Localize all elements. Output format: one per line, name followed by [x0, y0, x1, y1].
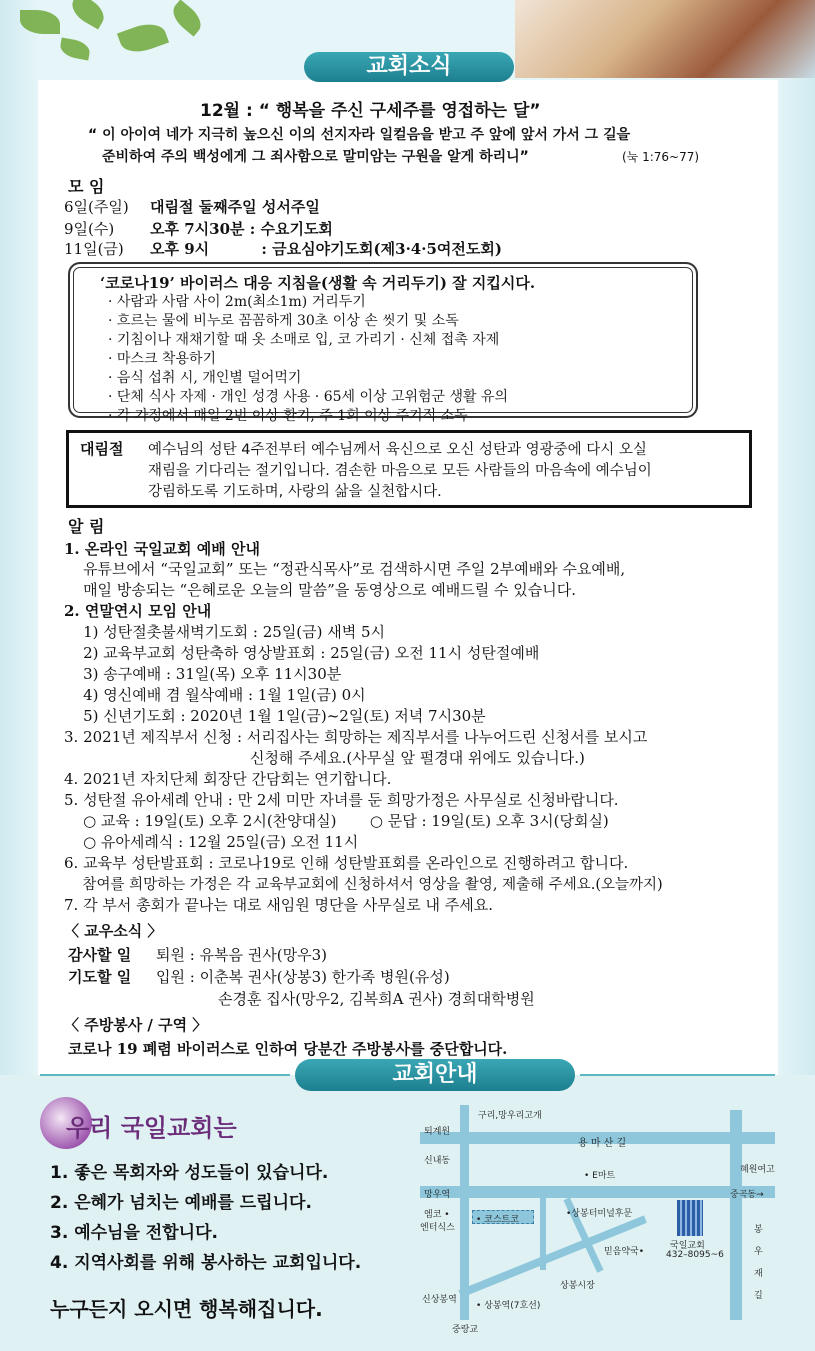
verse-line-1: “ 이 아이여 네가 지극히 높으신 이의 선지자라 일컬음을 받고 주 앞에 앞서 가서 그 길을 — [88, 127, 631, 143]
guide-point: 3. 예수님을 전합니다. — [50, 1223, 218, 1243]
choir-photo — [515, 0, 815, 78]
leaf-icon — [20, 10, 60, 34]
gathering-text: 오후 7시30분 : 수요기도회 — [150, 220, 333, 238]
leaf-icon — [168, 0, 207, 37]
notices-heading: 알 림 — [68, 517, 105, 536]
divider — [40, 1074, 290, 1076]
map-label: 엔터식스 — [420, 1223, 455, 1233]
notice-line: 5. 성탄절 유아세례 안내 : 만 2세 미만 자녀를 둔 희망가정은 사무실로 신청바랍니다. — [64, 791, 619, 809]
notice-line: 3. 2021년 제직부서 신청 : 서리집사는 희망하는 제직부서를 나누어드린 신청서를 보시고 — [64, 728, 648, 746]
notice-line: 유튜브에서 “국일교회” 또는 “정관식목사”로 검색하시면 주일 2부예배와 수요예배, — [64, 560, 626, 578]
map-label: •상봉터미널후문 — [566, 1209, 633, 1219]
notice-line: 3) 송구예배 : 31일(목) 오후 11시30분 — [64, 665, 342, 683]
notice-line: 7. 각 부서 총회가 끝나는 대로 새임원 명단을 사무실로 내 주세요. — [64, 896, 494, 914]
notice-line: ○ 교육 : 19일(토) 오후 2시(찬양대실) ○ 문답 : 19일(토) 오후 3시(당회실) — [64, 812, 609, 830]
map-label: 중랑교 — [452, 1325, 479, 1335]
gathering-text: 오후 9시 : 금요심야기도회(제3·4·5여전도회) — [150, 240, 502, 258]
road — [420, 1186, 775, 1198]
guide-point: 4. 지역사회를 위해 봉사하는 교회입니다. — [50, 1253, 362, 1273]
members-heading: 〈 교우소식 〉 — [64, 922, 163, 940]
map-label: 신내동 — [424, 1156, 451, 1166]
pray-text: 손경훈 집사(망우2, 김복희A 권사) 경희대학병원 — [218, 990, 535, 1008]
section-title-guide: 교회안내 — [295, 1059, 575, 1091]
map-label: 믿음약국• — [604, 1247, 645, 1257]
map-label: 432–8095~6 — [666, 1250, 724, 1260]
map-label: 재 — [754, 1269, 763, 1279]
map-label: 국일교회 — [670, 1241, 705, 1251]
road — [540, 1190, 546, 1270]
notice-line: 4) 영신예배 겸 월삭예배 : 1월 1일(금) 0시 — [64, 686, 366, 704]
gathering-text: 대림절 둘째주일 성서주일 — [150, 198, 320, 216]
kitchen-text: 코로나 19 폐렴 바이러스로 인하여 당분간 주방봉사를 중단합니다. — [68, 1040, 508, 1058]
notice-line: 1) 성탄절촛불새벽기도회 : 25일(금) 새벽 5시 — [64, 623, 386, 641]
covid-item: · 각 가정에서 매일 2번 이상 환기, 주 1회 이상 주기적 소독 — [108, 408, 468, 424]
map-label: 봉 — [754, 1225, 763, 1235]
guide-point: 2. 은혜가 넘치는 예배를 드립니다. — [50, 1193, 312, 1213]
covid-item: · 기침이나 재채기할 때 옷 소매로 입, 코 가리기 · 신체 접촉 자제 — [108, 332, 500, 348]
road — [730, 1110, 742, 1320]
guide-closing: 누구든지 오시면 행복해집니다. — [50, 1297, 323, 1321]
thanks-text: 퇴원 : 유복음 권사(망우3) — [156, 946, 328, 964]
map-label: 신상봉역 — [422, 1295, 457, 1305]
leaf-icon — [59, 38, 92, 61]
map-label: • 상봉역(7호선) — [476, 1301, 541, 1311]
notice-line: 5) 신년기도회 : 2020년 1월 1일(금)~2일(토) 저녁 7시30분 — [64, 707, 486, 725]
gathering-day: 11일(금) — [64, 240, 124, 258]
covid-item: · 사람과 사람 사이 2m(최소1m) 거리두기 — [108, 294, 366, 310]
map-label: 혜원여고 — [740, 1165, 775, 1175]
map-label: • E마트 — [584, 1171, 616, 1181]
advent-line: 재림을 기다리는 절기입니다. 겸손한 마음으로 모든 사람들의 마음속에 예수님이 — [148, 463, 652, 479]
map-label: 엠코 • — [424, 1210, 450, 1220]
notice-line: 신청해 주세요.(사무실 앞 펄경대 위에도 있습니다.) — [64, 749, 585, 767]
guide-intro: 우리 국일교회는 — [66, 1114, 237, 1142]
thanks-label: 감사할 일 — [68, 946, 132, 964]
advent-line: 예수님의 성탄 4주전부터 예수님께서 육신으로 오신 성탄과 영광중에 다시 오실 — [148, 442, 647, 458]
notice-line: 2) 교육부교회 성탄축하 영상발표회 : 25일(금) 오전 11시 성탄절예배 — [64, 644, 540, 662]
advent-line: 강림하도록 기도하며, 사랑의 삶을 실천합시다. — [148, 484, 442, 500]
covid-item: · 흐르는 물에 비누로 꼼꼼하게 30초 이상 손 씻기 및 소독 — [108, 313, 459, 329]
pray-label: 기도할 일 — [68, 968, 132, 986]
leaf-icon — [117, 18, 169, 58]
map-label: 우 — [754, 1247, 763, 1257]
notice-line: 1. 온라인 국일교회 예배 안내 — [64, 540, 260, 558]
covid-item: · 마스크 착용하기 — [108, 351, 217, 367]
church-building-icon — [677, 1200, 703, 1236]
month-theme-title: 12월 : “ 행복을 주신 구세주를 영접하는 달” — [200, 101, 541, 121]
map-label: 망우역 — [424, 1190, 451, 1200]
pray-text: 입원 : 이춘복 권사(상봉3) 한가족 병원(유성) — [156, 968, 450, 986]
divider — [580, 1074, 775, 1076]
notice-line: 매일 방송되는 “은혜로운 오늘의 말씀”을 동영상으로 예배드릴 수 있습니다. — [64, 581, 577, 599]
verse-reference: (눅 1:76~77) — [622, 150, 700, 164]
covid-item: · 단체 식사 자제 · 개인 성경 사용 · 65세 이상 고위험군 생활 유의 — [108, 389, 509, 405]
gathering-day: 6일(주일) — [64, 198, 129, 216]
section-title-news: 교회소식 — [304, 52, 514, 82]
notice-line: ○ 유아세례식 : 12월 25일(금) 오전 11시 — [64, 833, 359, 851]
map-label: 길 — [754, 1291, 763, 1301]
map-label: 용 마 산 길 — [578, 1138, 627, 1149]
guide-point: 1. 좋은 목회자와 성도들이 있습니다. — [50, 1163, 329, 1183]
leaf-icon — [67, 0, 109, 30]
notice-line: 4. 2021년 자치단체 회장단 간담회는 연기합니다. — [64, 770, 392, 788]
map-label: 구리,망우리고개 — [478, 1111, 542, 1121]
kitchen-heading: 〈 주방봉사 / 구역 〉 — [64, 1016, 208, 1034]
advent-label: 대림절 — [80, 440, 124, 458]
map-label: 상봉시장 — [560, 1281, 595, 1291]
notice-line: 2. 연말연시 모임 안내 — [64, 602, 212, 620]
verse-line-2: 준비하여 주의 백성에게 그 죄사함으로 말미암는 구원을 알게 하리니” — [102, 149, 529, 165]
covid-item: · 음식 섭취 시, 개인별 덜어먹기 — [108, 370, 302, 386]
gathering-heading: 모 임 — [68, 177, 105, 196]
gathering-day: 9일(수) — [64, 220, 115, 238]
map-label: 중곡동→ — [730, 1190, 764, 1200]
notice-line: 참여를 희망하는 가정은 각 교육부교회에 신청하셔서 영상을 촬영, 제출해 주세요.(오늘까지) — [64, 877, 663, 893]
map-label: • 코스트코 — [476, 1215, 519, 1225]
covid-title: ‘코로나19’ 바이러스 대응 지침을(생활 속 거리두기) 잘 지킵시다. — [100, 274, 536, 292]
notice-line: 6. 교육부 성탄발표회 : 코로나19로 인해 성탄발표회를 온라인으로 진행하려고 합니다. — [64, 854, 629, 872]
map-label: 퇴계원 — [424, 1127, 451, 1137]
